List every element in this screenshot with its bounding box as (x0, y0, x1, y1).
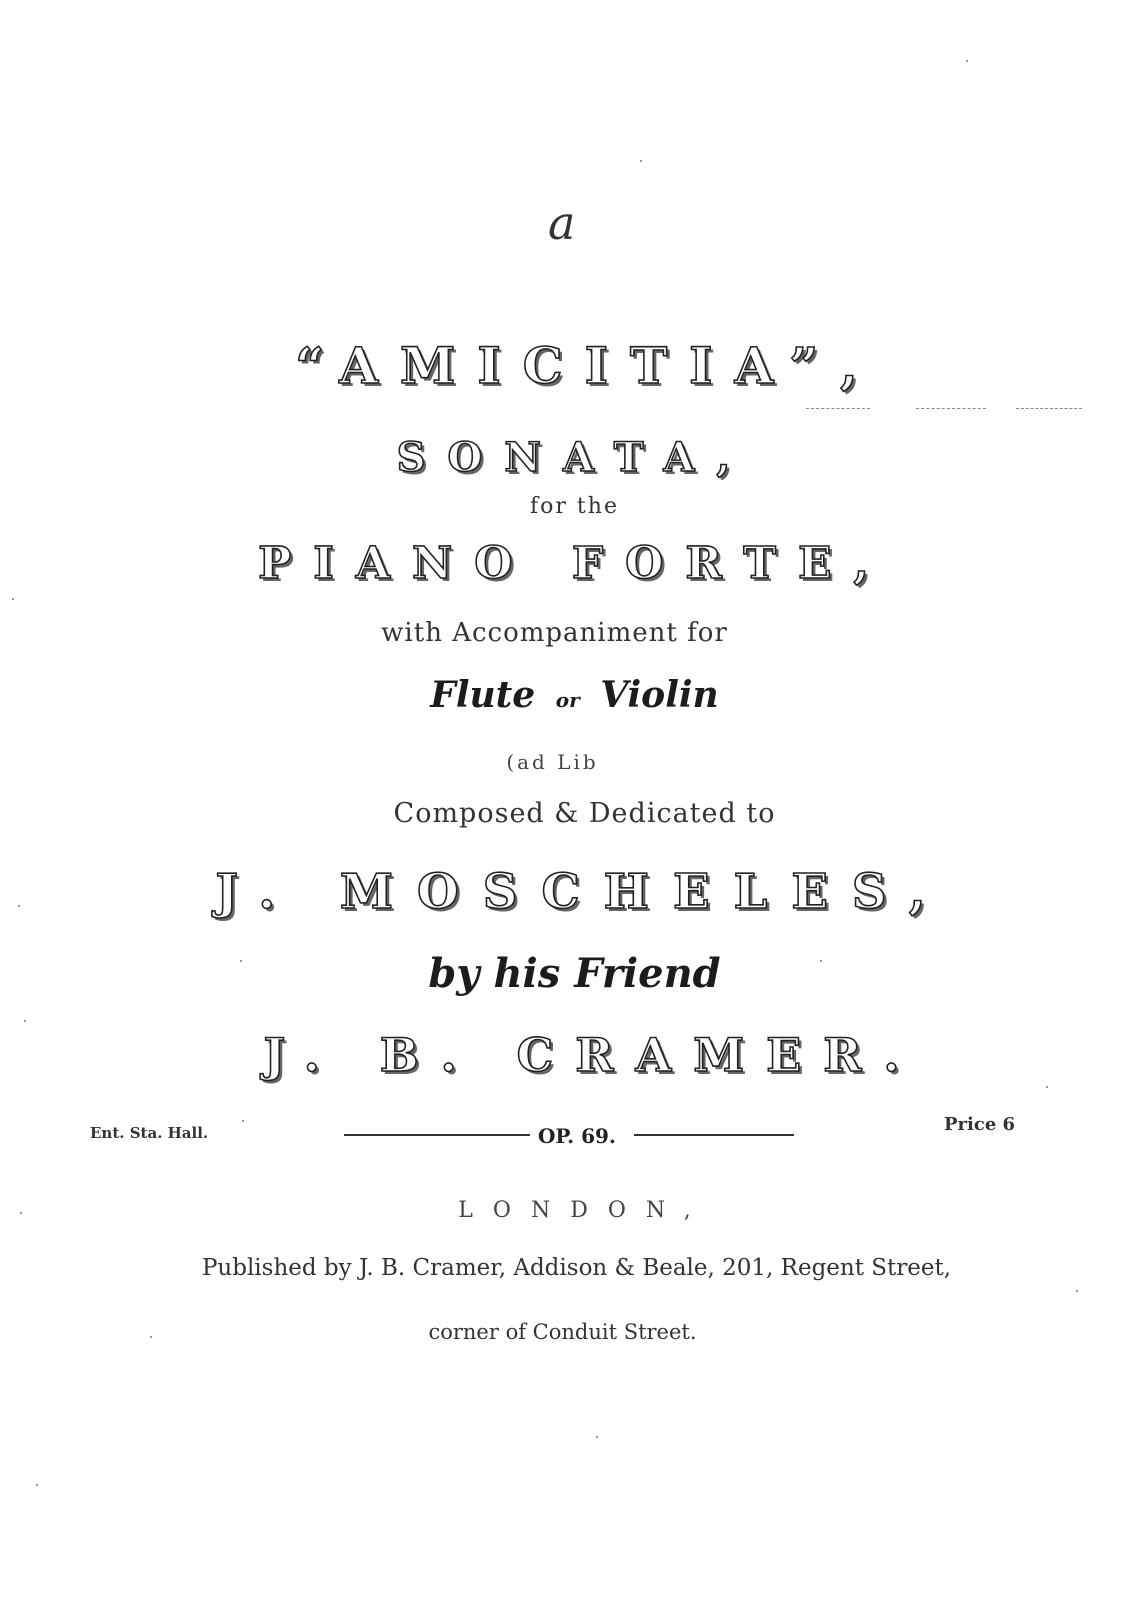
by-his-friend-text: by his Friend (428, 950, 721, 997)
accompaniment-text: with Accompaniment for (381, 618, 728, 648)
flute-violin-line (12, 674, 1125, 716)
flute-text: Flute (430, 674, 536, 716)
decorative-rule (916, 408, 986, 409)
form-heading: SONATA, (396, 434, 753, 481)
entered-stationers-hall: Ent. Sta. Hall. (90, 1124, 209, 1142)
scan-speck (596, 1436, 598, 1438)
opus-line (344, 1124, 794, 1148)
scan-speck (966, 60, 968, 62)
city-text: LONDON, (458, 1198, 711, 1223)
address-text: corner of Conduit Street. (428, 1320, 697, 1344)
work-title: “AMICITIA”, (295, 336, 880, 395)
decorative-rule (806, 408, 870, 409)
violin-text: Violin (600, 674, 719, 716)
scan-speck (1076, 1290, 1078, 1292)
scan-speck (24, 1020, 26, 1022)
composer-name: J. B. CRAMER. (263, 1028, 922, 1082)
scan-speck (150, 1336, 152, 1338)
scan-speck (1046, 1086, 1048, 1088)
instrument-heading: PIANO FORTE, (258, 538, 891, 589)
or-text: or (555, 688, 580, 712)
scan-speck (36, 1484, 38, 1486)
dedicatee-name: J. MOSCHELES, (215, 864, 950, 920)
scan-speck (640, 160, 642, 162)
scan-speck (20, 1212, 22, 1214)
publisher-text: Published by J. B. Cramer, Addison & Beale, 201, Regent Street, (201, 1255, 952, 1281)
scan-speck (820, 960, 822, 962)
price-text: Price 6 (944, 1114, 1016, 1135)
opus-number: OP. 69. (538, 1124, 616, 1148)
handwritten-annotation: a (548, 196, 576, 250)
composed-dedicated-text: Composed & Dedicated to (393, 798, 776, 829)
opus-rule-left (344, 1134, 530, 1136)
scan-speck (18, 905, 20, 907)
scan-speck (12, 598, 14, 600)
ad-lib-text: (ad Lib (506, 750, 599, 774)
for-the-text: for the (530, 494, 619, 519)
scan-speck (240, 960, 242, 962)
scan-speck (242, 1120, 244, 1122)
decorative-rule (1016, 408, 1082, 409)
opus-rule-right (634, 1134, 794, 1136)
